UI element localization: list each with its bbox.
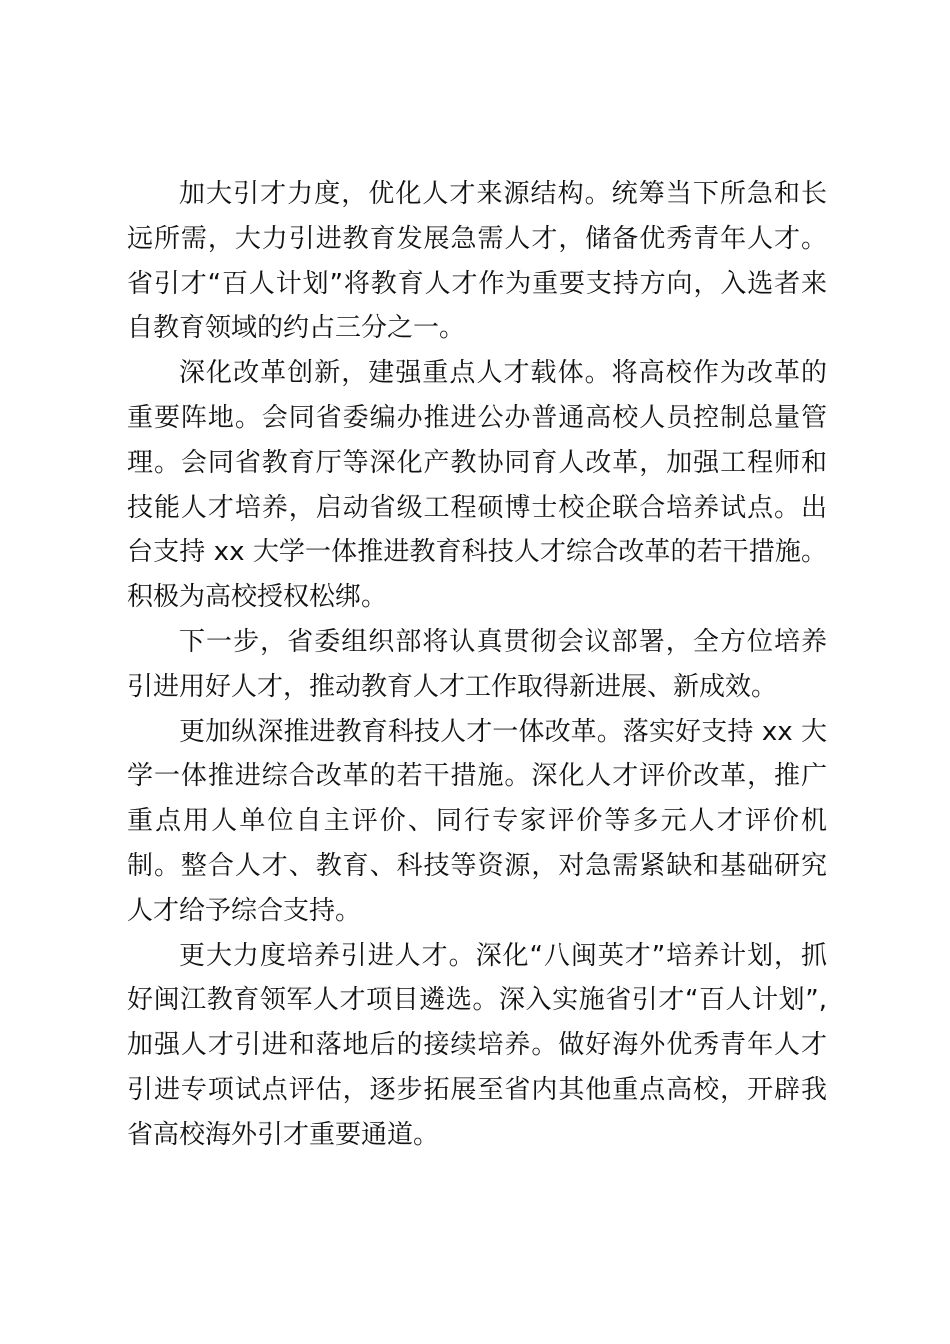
- paragraph-reform-innovation: 深化改革创新，建强重点人才载体。将高校作为改革的重要阵地。会同省委编办推进公办普通高校人员控制总量管理。会同省教育厅等深化产教协同育人改革，加强工程师和技能人才培养，启动省级工程硕博士校企联合培养试点。出台支持 xx 大学一体推进教育科技人才综合改革的若干措施。积极为高校授权松绑。: [127, 358, 827, 613]
- document-body: [127, 172, 827, 1158]
- paragraph-talent-cultivation: 更大力度培养引进人才。深化“八闽英才”培养计划，抓好闽江教育领军人才项目遴选。深入实施省引才“百人计划”,加强人才引进和落地后的接续培养。做好海外优秀青年人才引进专项试点评估，逐步拓展至省内其他重点高校，开辟我省高校海外引才重要通道。: [127, 940, 827, 1150]
- paragraph-next-steps: 下一步，省委组织部将认真贯彻会议部署，全方位培养引进用好人才，推动教育人才工作取得新进展、新成效。: [127, 626, 827, 702]
- paragraph-integrated-reform: 更加纵深推进教育科技人才一体改革。落实好支持 xx 大学一体推进综合改革的若干措施。深化人才评价改革，推广重点用人单位自主评价、同行专家评价等多元人才评价机制。整合人才、教育、科技等资源，对急需紧缺和基础研究人才给予综合支持。: [127, 716, 827, 926]
- paragraph-talent-recruitment: 加大引才力度，优化人才来源结构。统筹当下所急和长远所需，大力引进教育发展急需人才，储备优秀青年人才。省引才“百人计划”将教育人才作为重要支持方向，入选者来自教育领域的约占三分之一。: [127, 179, 827, 344]
